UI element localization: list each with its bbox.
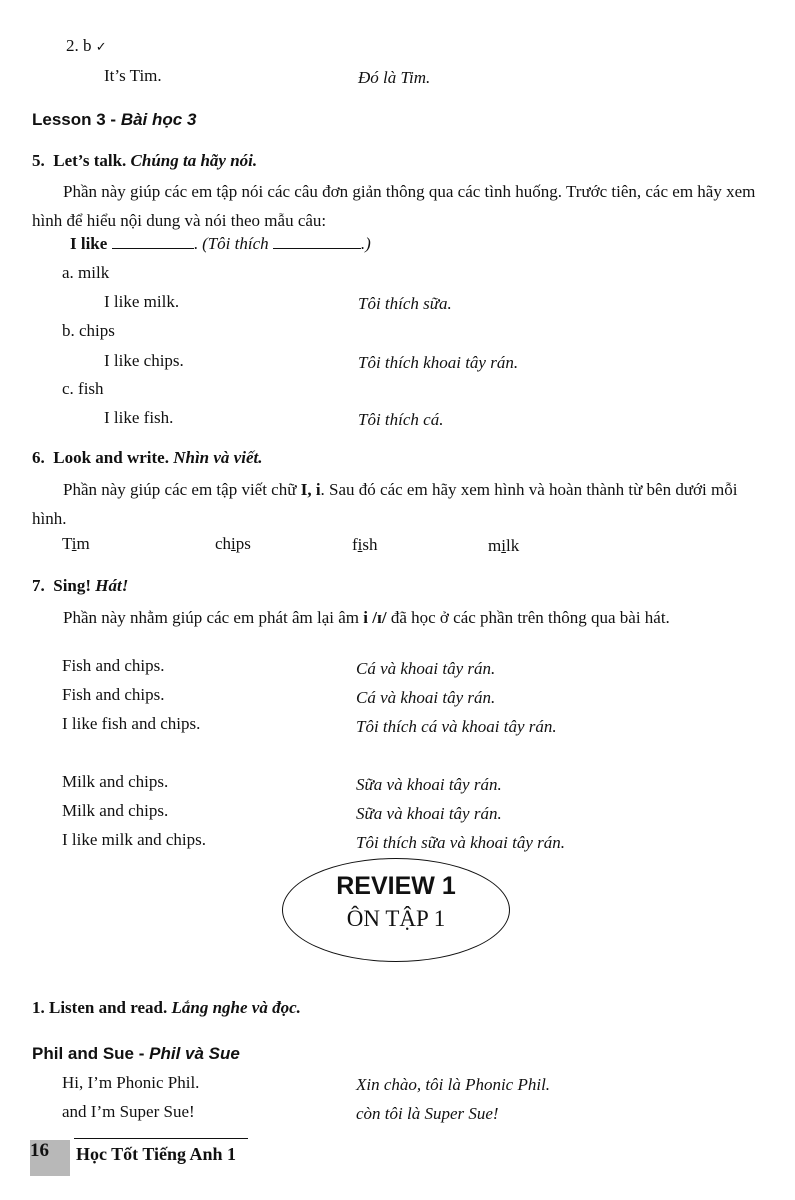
story-line-vi: còn tôi là Super Sue! [356,1104,499,1123]
answer-vi: Đó là Tim. [358,68,431,87]
story-line-vi: Xin chào, tôi là Phonic Phil. [356,1075,551,1094]
song-line-vi: Sữa và khoai tây rán. [356,804,502,823]
exercise-7-heading [32,576,128,596]
instruction-text: đã học ở các phần trên thông qua bài hát. [390,608,670,627]
word-part: T [62,534,72,553]
song-line-vi: Cá và khoai tây rán. [356,688,496,707]
answer-en: It’s Tim. [104,66,162,85]
review-title-vi: ÔN TẬP 1 [346,906,446,931]
instruction-letters: I, i [300,480,321,499]
exercise-title-vi: Chúng ta hãy nói. [130,151,258,170]
review-exercise-1-heading [32,998,301,1018]
check-icon: ✓ [95,40,107,55]
word-part: lk [505,536,520,555]
song-line-vi: Cá và khoai tây rán. [356,659,496,678]
item-en: I like milk. [104,292,180,311]
item-label: a. milk [62,263,110,282]
word-part: m [76,534,90,553]
song-line-vi: Tôi thích sữa và khoai tây rán. [356,833,566,852]
word-part: ps [235,534,251,553]
exercise-number: 6. [32,448,45,467]
item-vi: Tôi thích sữa. [358,294,452,313]
exercise-5-instructions: Phần này giúp các em tập nói các câu đơn giản thông qua các tình huống. Trước tiên, các em hãy xem hình để hiểu nội dung và nói theo mẫu câu: [32,182,756,230]
exercise-title-vi: Lắng nghe và đọc. [171,998,301,1017]
song-line-en: Milk and chips. [62,772,169,791]
blank-line [273,234,361,249]
item-vi: Tôi thích khoai tây rán. [358,353,519,372]
item-vi: Tôi thích cá. [358,410,444,429]
word-part: m [488,536,502,555]
word-part: f [352,535,358,554]
word-part: ch [215,534,232,553]
instruction-sound: i /ɪ/ [363,608,387,627]
story-line-en: Hi, I’m Phonic Phil. [62,1073,200,1092]
song-line-vi: Sữa và khoai tây rán. [356,775,502,794]
word-letter: i [357,535,363,554]
item-label: b. chips [62,321,115,340]
song-line-en: Milk and chips. [62,801,169,820]
answer-number [66,36,107,56]
fill-word [352,535,378,555]
sentence-pattern [70,234,371,254]
song-line-en: I like fish and chips. [62,714,201,733]
story-heading-en: Phil and Sue - [32,1044,145,1063]
blank-line [112,234,194,249]
exercise-number: 5. [32,151,45,170]
book-title: Học Tốt Tiếng Anh 1 [76,1144,237,1164]
fill-word [62,534,90,554]
pattern-dot: . [193,234,198,253]
exercise-title-en: Sing! [53,576,92,595]
word-letter: i [231,534,236,553]
answer-text: 2. b [66,36,92,55]
lesson-heading-vi: Bài học 3 [120,110,197,129]
story-line-en: and I’m Super Sue! [62,1102,195,1121]
exercise-6-instructions [32,475,772,533]
lesson-heading-en: Lesson 3 - [32,110,117,129]
fill-word [488,536,519,556]
exercise-title-vi: Hát! [95,576,129,595]
exercise-number: 1. [32,998,45,1017]
pattern-en: I like [70,234,108,253]
pattern-vi: (Tôi thích [202,234,269,253]
review-title: REVIEW 1 [336,872,456,900]
exercise-number: 7. [32,576,45,595]
exercise-title-en: Let’s talk. [53,151,127,170]
word-letter: i [501,536,506,555]
item-label: c. fish [62,379,104,398]
instruction-text: Phần này nhằm giúp các em phát âm lại âm [63,608,359,627]
pattern-vi-close: .) [360,234,371,253]
word-letter: i [71,534,77,553]
song-line-en: Fish and chips. [62,656,165,675]
exercise-7-instructions [32,603,772,632]
exercise-title-en: Listen and read. [49,998,168,1017]
page-number: 16 [30,1140,49,1161]
exercise-5-heading [32,151,257,171]
song-line-en: Fish and chips. [62,685,165,704]
fill-word [215,534,251,554]
item-en: I like chips. [104,351,184,370]
word-part: sh [362,535,378,554]
lesson-heading [32,110,196,130]
exercise-title-en: Look and write. [53,448,169,467]
instruction-text: Phần này giúp các em tập viết chữ [63,480,297,499]
song-line-vi: Tôi thích cá và khoai tây rán. [356,717,557,736]
exercise-6-heading [32,448,262,468]
song-line-en: I like milk and chips. [62,830,207,849]
item-en: I like fish. [104,408,174,427]
exercise-title-vi: Nhìn và viết. [173,448,263,467]
story-heading [32,1044,240,1064]
story-heading-vi: Phil và Sue [149,1044,240,1063]
footer-rule [74,1138,248,1139]
instruction-text: . Sau đó các em hãy xem hình và hoàn thành từ bên dưới mỗi hình. [32,480,738,528]
